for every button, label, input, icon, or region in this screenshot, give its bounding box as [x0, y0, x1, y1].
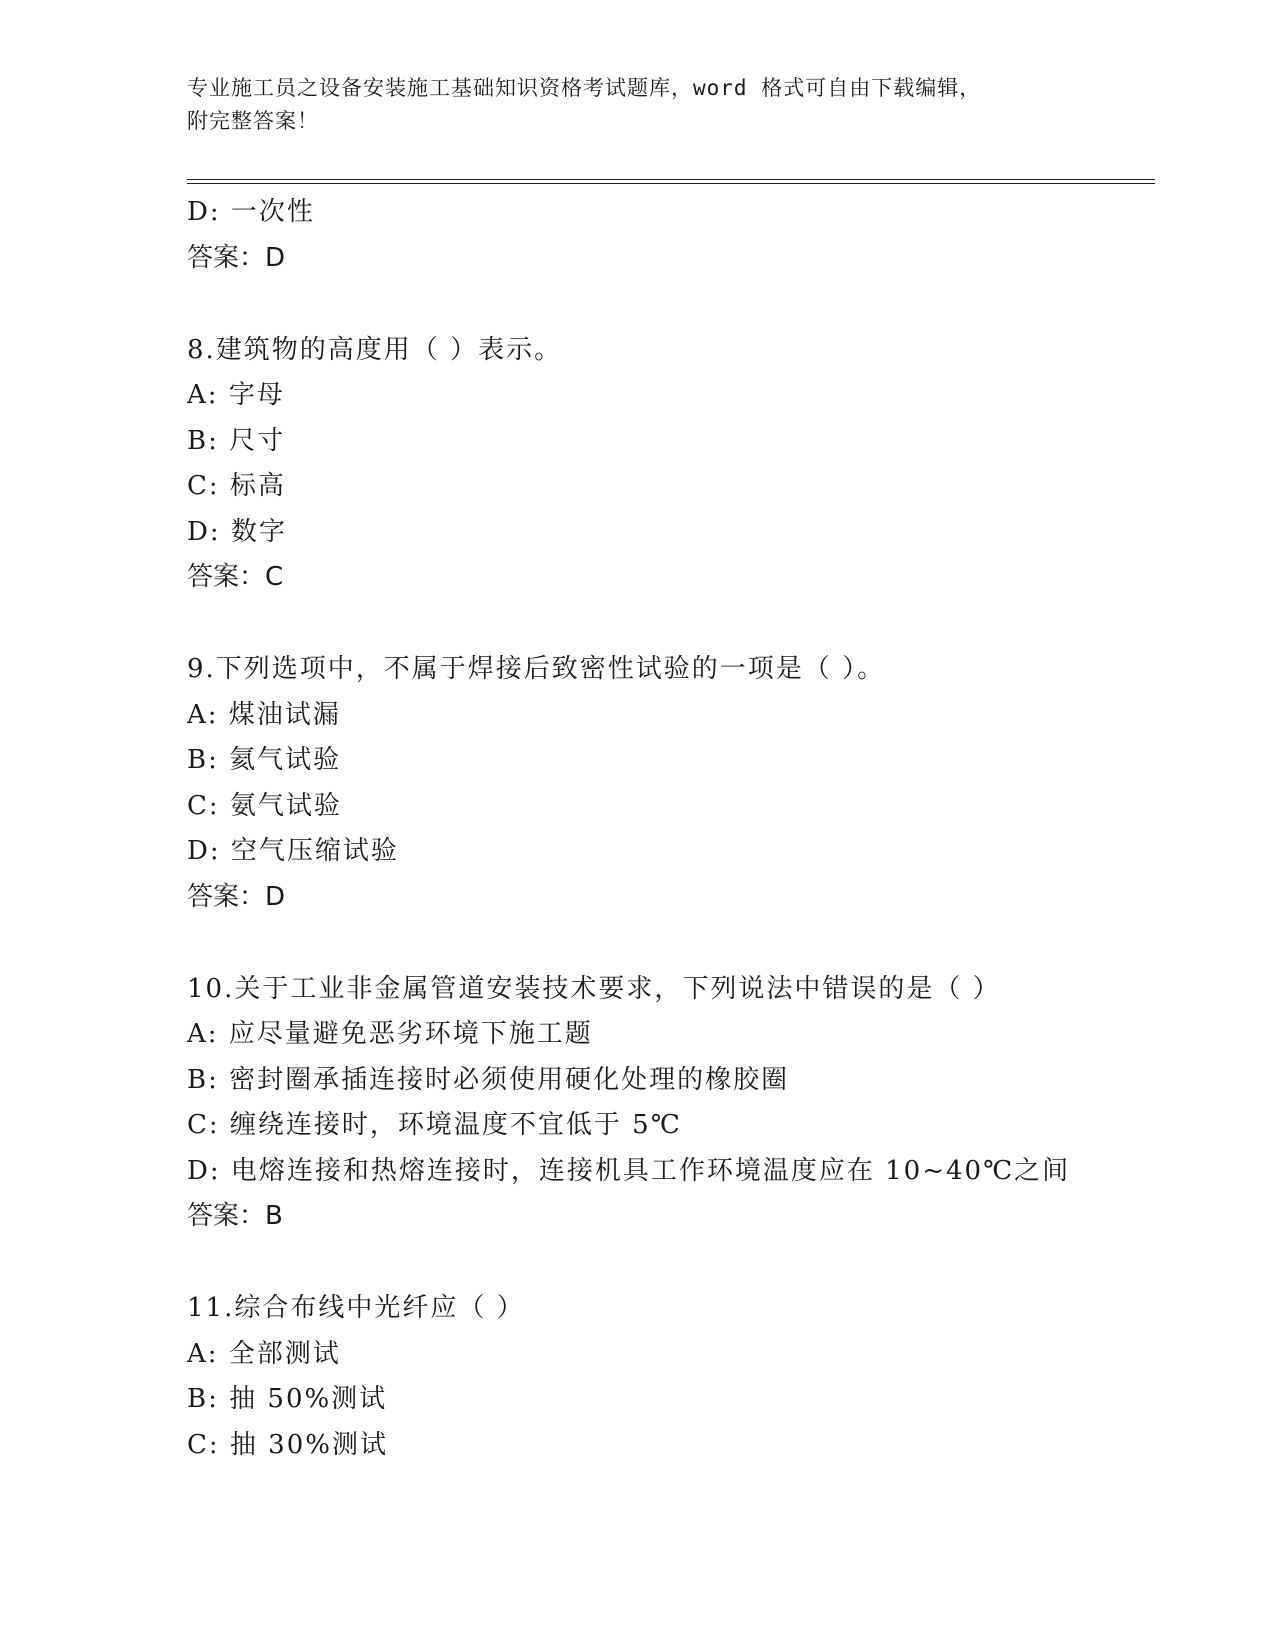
q8-option-a: A: 字母: [187, 380, 285, 410]
q9-option-b: B: 氦气试验: [187, 745, 342, 775]
q11-option-b: B: 抽 50%测试: [187, 1384, 388, 1414]
q10-option-c: C: 缠绕连接时，环境温度不宜低于 5℃: [187, 1110, 682, 1140]
q8-option-b: B: 尺寸: [187, 425, 286, 456]
q9-stem: 9.下列选项中，不属于焊接后致密性试验的一项是（ ）。: [187, 654, 886, 684]
header-line-1: 专业施工员之设备安装施工基础知识资格考试题库，word 格式可自由下载编辑，: [187, 76, 982, 100]
q8-stem: 8.建筑物的高度用（ ）表示。: [187, 334, 563, 365]
q11-option-a: A: 全部测试: [187, 1338, 341, 1369]
q10-option-b: B: 密封圈承插连接时必须使用硬化处理的橡胶圈: [187, 1064, 790, 1095]
q7-option-d: D: 一次性: [187, 197, 315, 227]
header-line-2: 附完整答案！: [187, 109, 319, 133]
q10-stem: 10.关于工业非金属管道安装技术要求，下列说法中错误的是（ ）: [187, 973, 1001, 1004]
question-list: [187, 190, 1167, 1468]
q11-option-c: C: 抽 30%测试: [187, 1429, 388, 1460]
q8-option-d: D: 数字: [187, 516, 287, 547]
q10-answer: 答案：B: [187, 1201, 283, 1231]
q9-answer: 答案：D: [187, 881, 286, 912]
q9-option-a: A: 煤油试漏: [187, 699, 341, 730]
q10-option-a: A: 应尽量避免恶劣环境下施工题: [187, 1019, 593, 1049]
q8-option-c: C: 标高: [187, 471, 286, 501]
q9-option-d: D: 空气压缩试验: [187, 836, 399, 866]
header-divider-bottom: [187, 183, 1155, 184]
q11-stem: 11.综合布线中光纤应（ ）: [187, 1293, 525, 1323]
q8-answer: 答案：C: [187, 562, 284, 592]
q9-option-c: C: 氨气试验: [187, 790, 342, 821]
header-divider-top: [187, 179, 1155, 180]
q7-answer: 答案：D: [187, 242, 286, 273]
document-header: [187, 72, 1087, 138]
q10-option-d: D: 电熔连接和热熔连接时，连接机具工作环境温度应在 10~40℃之间: [187, 1155, 1071, 1186]
